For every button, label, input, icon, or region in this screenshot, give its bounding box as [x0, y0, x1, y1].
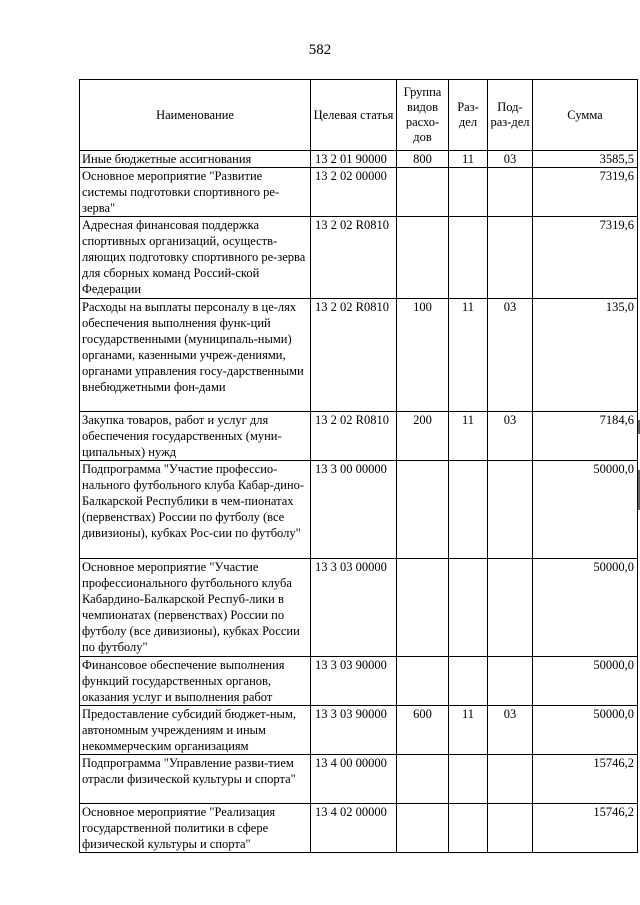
table-row — [80, 299, 638, 412]
row-sum: 15746,2 — [533, 755, 638, 804]
row-group — [397, 657, 449, 706]
row-code: 13 2 02 R0810 — [311, 217, 397, 299]
header-name: Наименование — [80, 80, 311, 151]
row-name: Финансовое обеспечение выполнения функций государственных органов, оказания услуг и выполнения работ — [80, 657, 311, 706]
table-header-row — [80, 80, 638, 151]
row-sum: 50000,0 — [533, 706, 638, 755]
row-group — [397, 804, 449, 853]
row-group — [397, 559, 449, 657]
table-row — [80, 706, 638, 755]
row-group: 800 — [397, 151, 449, 168]
row-sum: 3585,5 — [533, 151, 638, 168]
row-group: 600 — [397, 706, 449, 755]
row-name: Основное мероприятие "Развитие системы подготовки спортивного ре-зерва" — [80, 168, 311, 217]
header-subsection: Под-раз-дел — [488, 80, 533, 151]
row-subsection — [488, 461, 533, 559]
row-sum: 7319,6 — [533, 217, 638, 299]
header-group: Группа видов расхо-дов — [397, 80, 449, 151]
row-name: Подпрограмма "Участие профессио-нального футбольного клуба Кабар-дино-Балкарской Республики в чем-пионатах (первенствах) России по футболу (все дивизионы), кубках Рос-сии по футболу" — [80, 461, 311, 559]
row-sum: 15746,2 — [533, 804, 638, 853]
table-row — [80, 755, 638, 804]
row-code: 13 4 02 00000 — [311, 804, 397, 853]
row-code: 13 3 03 90000 — [311, 706, 397, 755]
row-code: 13 4 00 00000 — [311, 755, 397, 804]
row-section: 11 — [449, 706, 488, 755]
header-section: Раз-дел — [449, 80, 488, 151]
table-row — [80, 461, 638, 559]
row-section — [449, 217, 488, 299]
table-row — [80, 412, 638, 461]
row-code: 13 3 03 90000 — [311, 657, 397, 706]
row-group — [397, 168, 449, 217]
row-code: 13 2 02 R0810 — [311, 299, 397, 412]
row-name: Основное мероприятие "Реализация государственной политики в сфере физической культуры и спорта" — [80, 804, 311, 853]
row-subsection — [488, 168, 533, 217]
row-section — [449, 559, 488, 657]
row-subsection: 03 — [488, 299, 533, 412]
row-group — [397, 755, 449, 804]
budget-table — [79, 79, 638, 853]
row-section — [449, 755, 488, 804]
row-subsection: 03 — [488, 412, 533, 461]
row-code: 13 3 00 00000 — [311, 461, 397, 559]
page-number: 582 — [308, 42, 332, 58]
row-subsection — [488, 217, 533, 299]
row-sum: 7184,6 — [533, 412, 638, 461]
row-sum: 50000,0 — [533, 461, 638, 559]
row-name: Основное мероприятие "Участие профессионального футбольного клуба Кабардино-Балкарской Респуб-лики в чемпионатах (первенствах) России по футболу (все дивизионы), кубках России по футболу" — [80, 559, 311, 657]
table-row — [80, 657, 638, 706]
row-subsection: 03 — [488, 706, 533, 755]
row-subsection — [488, 755, 533, 804]
row-group: 200 — [397, 412, 449, 461]
row-section: 11 — [449, 151, 488, 168]
row-section — [449, 461, 488, 559]
row-name: Адресная финансовая поддержка спортивных организаций, осуществ-ляющих подготовку спортивного ре-зерва для сборных команд Россий-ской Федерации — [80, 217, 311, 299]
header-sum: Сумма — [533, 80, 638, 151]
row-sum: 50000,0 — [533, 657, 638, 706]
row-subsection — [488, 804, 533, 853]
row-name: Подпрограмма "Управление разви-тием отрасли физической культуры и спорта" — [80, 755, 311, 804]
row-code: 13 2 02 00000 — [311, 168, 397, 217]
row-group — [397, 217, 449, 299]
row-sum: 7319,6 — [533, 168, 638, 217]
row-group: 100 — [397, 299, 449, 412]
row-sum: 50000,0 — [533, 559, 638, 657]
row-code: 13 2 01 90000 — [311, 151, 397, 168]
row-section — [449, 657, 488, 706]
table-row — [80, 804, 638, 853]
table-row — [80, 151, 638, 168]
row-subsection: 03 — [488, 151, 533, 168]
table-row — [80, 559, 638, 657]
row-name: Закупка товаров, работ и услуг для обеспечения государственных (муни-ципальных) нужд — [80, 412, 311, 461]
table-row — [80, 217, 638, 299]
row-section: 11 — [449, 299, 488, 412]
row-name: Предоставление субсидий бюджет-ным, автономным учреждениям и иным некоммерческим организациям — [80, 706, 311, 755]
row-subsection — [488, 657, 533, 706]
row-name: Расходы на выплаты персоналу в це-лях обеспечения выполнения функ-ций государственными (муниципаль-ными) органами, казенными учреж-дениями, органами управления госу-дарственными внебюджетными фон-дами — [80, 299, 311, 412]
header-target: Целевая статья — [311, 80, 397, 151]
row-subsection — [488, 559, 533, 657]
row-name: Иные бюджетные ассигнования — [80, 151, 311, 168]
row-group — [397, 461, 449, 559]
row-sum: 135,0 — [533, 299, 638, 412]
table-row — [80, 168, 638, 217]
row-section — [449, 804, 488, 853]
row-code: 13 2 02 R0810 — [311, 412, 397, 461]
row-code: 13 3 03 00000 — [311, 559, 397, 657]
row-section: 11 — [449, 412, 488, 461]
row-section — [449, 168, 488, 217]
